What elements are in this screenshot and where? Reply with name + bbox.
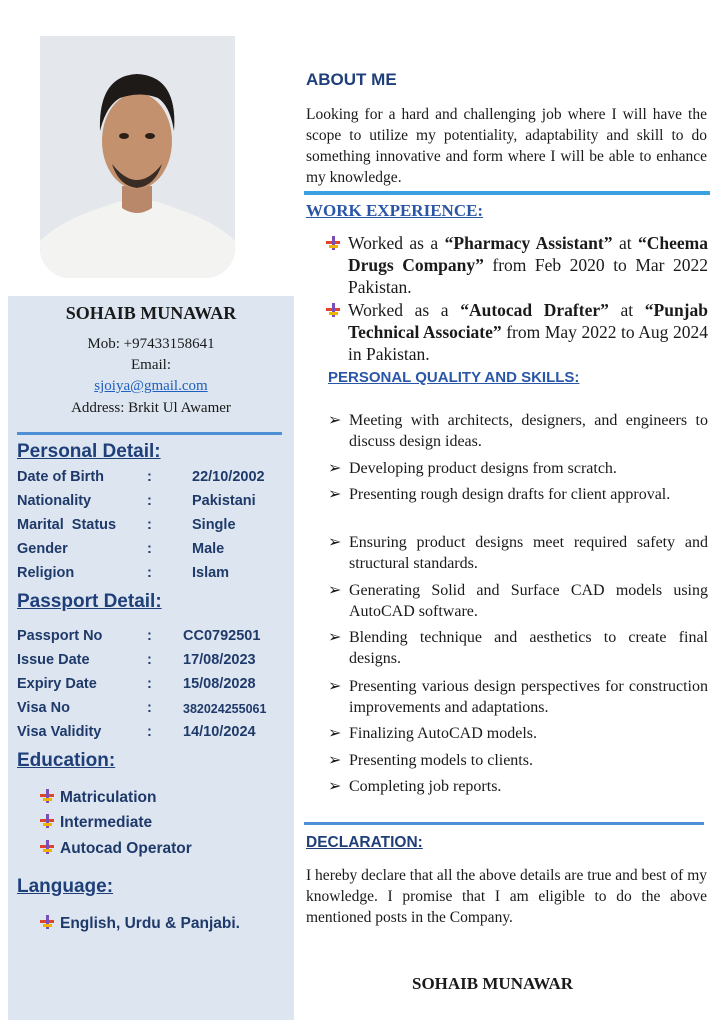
field-label: Expiry Date [17,676,97,692]
field-value: 14/10/2024 [183,724,256,740]
email-label: Email: [131,357,171,373]
field-label: Nationality [17,493,92,509]
skill-text: Presenting rough design drafts for client approval. [349,486,671,503]
work-period: from Feb 2020 to Mar 2022 Pakistan. [348,255,708,297]
skill-item [328,723,708,744]
education-heading: Education: [17,750,116,771]
language-item-label: English, Urdu & Panjabi. [60,915,240,932]
work-company: “Punjab Technical Associate” [348,300,708,342]
field-label: Religion [17,565,75,581]
skill-text: Generating Solid and Surface CAD models using AutoCAD software. [349,582,708,620]
language-item [40,915,240,933]
personal-row-marital-status [17,517,292,537]
candidate-name: SOHAIB MUNAWAR [65,303,237,323]
skill-text: Meeting with architects, designers, and engineers to discuss design ideas. [349,412,708,450]
skill-item [328,410,708,452]
address-text: Address: Brkit Ul Awamer [71,400,231,416]
field-label: Visa No [17,700,70,716]
skills-heading: PERSONAL QUALITY AND SKILLS: [328,369,580,386]
profile-photo [40,36,235,278]
field-separator: : [147,724,152,740]
education-item [40,789,156,807]
arrowhead-bullet-icon: ➢ [328,629,342,646]
personal-row-religion [17,565,292,585]
passport-row-visa-no [17,700,292,720]
work-text-part: Worked as a [348,233,445,253]
arrowhead-bullet-icon: ➢ [328,486,342,503]
declaration-heading: DECLARATION: [306,834,423,851]
arrow-bullet-icon [40,915,54,929]
about-text: Looking for a hard and challenging job where I will have the scope to utilize my potentiality, adaptability and skill to do something innovative and form where I will be able to enhance my knowledge. [306,106,707,186]
personal-row-nationality [17,493,292,513]
section-divider [304,191,710,195]
education-item [40,840,192,858]
arrow-bullet-icon [326,303,340,317]
about-heading: ABOUT ME [306,70,397,89]
field-label: Visa Validity [17,724,102,740]
passport-detail-heading: Passport Detail: [17,591,162,612]
skill-item [328,750,708,771]
field-separator: : [147,628,152,644]
education-item-label: Autocad Operator [60,840,192,857]
field-value: Pakistani [192,493,256,509]
arrowhead-bullet-icon: ➢ [328,460,342,477]
skill-text: Blending technique and aesthetics to create final designs. [349,629,708,667]
arrowhead-bullet-icon: ➢ [328,582,342,599]
education-item-label: Matriculation [60,789,157,806]
passport-row-issue-date [17,652,292,672]
arrow-bullet-icon [326,236,340,250]
field-value: 382024255061 [183,702,267,716]
field-label: Date of Birth [17,469,104,485]
personal-detail-heading: Personal Detail: [17,441,161,462]
field-value: 17/08/2023 [183,652,256,668]
language-heading: Language: [17,876,114,897]
work-role: “Pharmacy Assistant” [444,233,613,253]
field-value: Male [192,541,225,557]
arrowhead-bullet-icon: ➢ [328,412,342,429]
field-separator: : [147,676,152,692]
declaration-text: I hereby declare that all the above details are true and best of my knowledge. I promise that I am eligible to do the above mentioned posts in the Company. [306,867,707,926]
field-value: CC0792501 [183,628,261,644]
field-label: Issue Date [17,652,90,668]
work-item-text [326,299,708,365]
skill-item [328,532,708,574]
field-label: Marital Status [17,517,117,533]
field-separator: : [147,652,152,668]
work-text-part: Worked as a [348,300,461,320]
skill-item [328,580,708,622]
signature-name: SOHAIB MUNAWAR [412,974,574,993]
field-value: 15/08/2028 [183,676,256,692]
field-separator: : [147,565,152,581]
arrow-bullet-icon [40,840,54,854]
skill-text: Ensuring product designs meet required safety and structural standards. [349,534,708,572]
skill-item [328,484,708,505]
work-period: from May 2022 to Aug 2024 in Pakistan. [348,322,708,364]
field-separator: : [147,517,152,533]
arrowhead-bullet-icon: ➢ [328,678,342,695]
passport-row-number [17,628,292,648]
field-separator: : [147,700,152,716]
passport-row-expiry-date [17,676,292,696]
skill-text: Presenting models to clients. [349,752,533,769]
work-role: “Autocad Drafter” [460,300,609,320]
personal-row-dob [17,469,292,489]
work-item-text [326,232,708,298]
field-value: 22/10/2002 [192,469,265,485]
skill-text: Finalizing AutoCAD models. [349,725,537,742]
skill-item [328,627,708,669]
field-label: Gender [17,541,68,557]
education-item-label: Intermediate [60,814,153,831]
education-item [40,814,152,832]
arrowhead-bullet-icon: ➢ [328,752,342,769]
field-separator: : [147,469,152,485]
field-separator: : [147,541,152,557]
field-label: Passport No [17,628,103,644]
field-value: Single [192,517,236,533]
work-text-part: at [608,300,645,320]
work-text-part: at [612,233,639,253]
arrow-bullet-icon [40,789,54,803]
arrowhead-bullet-icon: ➢ [328,778,342,795]
section-divider [17,432,282,435]
skill-item [328,776,708,797]
work-item [326,299,708,365]
arrowhead-bullet-icon: ➢ [328,725,342,742]
skill-text: Presenting various design perspectives for construction improvements and adaptations. [349,678,708,716]
work-item [326,232,708,298]
skill-text: Developing product designs from scratch. [349,460,617,477]
work-experience-heading: WORK EXPERIENCE: [306,201,484,220]
skill-item [328,676,708,718]
personal-row-gender [17,541,292,561]
arrowhead-bullet-icon: ➢ [328,534,342,551]
skill-text: Completing job reports. [349,778,502,795]
work-company: “Cheema Drugs Company” [348,233,709,275]
email-link[interactable]: sjoiya@gmail.com [94,378,208,394]
passport-row-visa-validity [17,724,292,744]
arrow-bullet-icon [40,814,54,828]
section-divider [304,822,704,825]
mobile-number: Mob: +97433158641 [87,336,215,352]
field-value: Islam [192,565,230,581]
person-portrait-image [40,36,235,278]
skill-item [328,458,708,479]
field-separator: : [147,493,152,509]
